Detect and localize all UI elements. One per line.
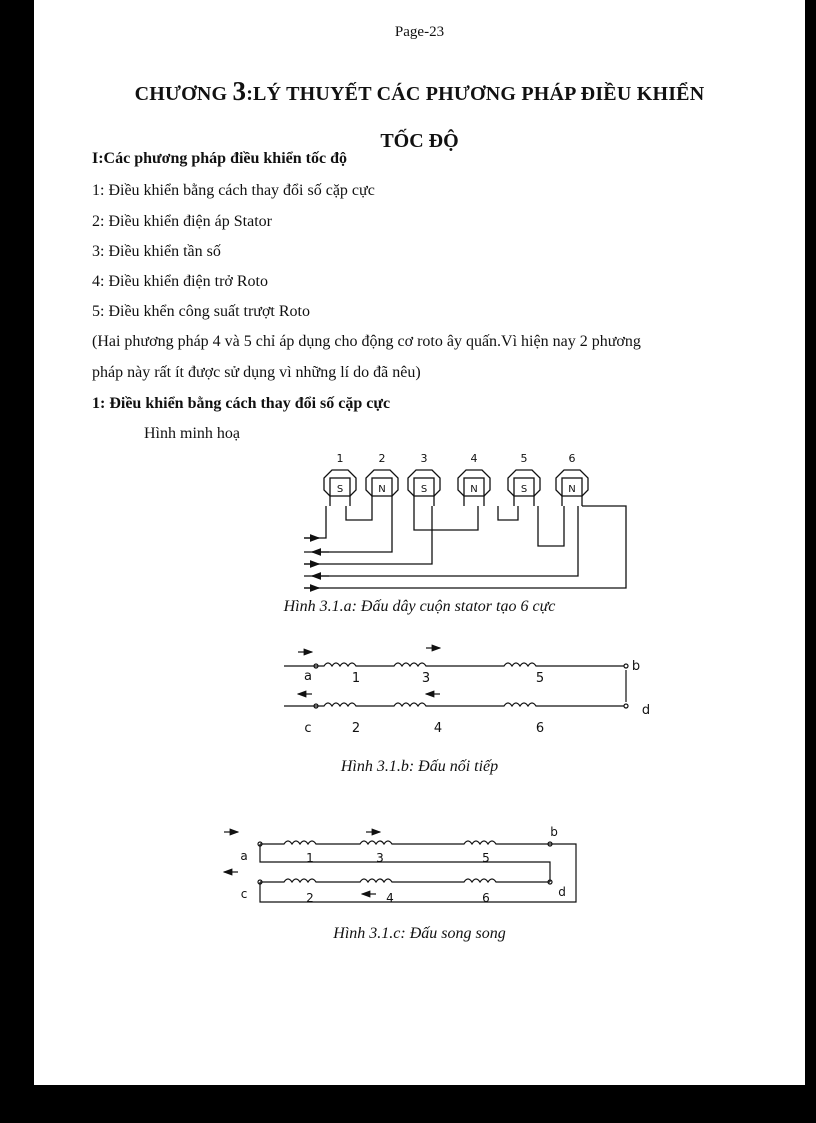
figure-c-caption: Hình 3.1.c: Đấu song song bbox=[333, 925, 506, 942]
pole-letter: S bbox=[336, 484, 344, 495]
figure-a-diagram bbox=[264, 450, 624, 590]
note-line: (Hai phương pháp 4 và 5 chỉ áp dụng cho động cơ roto ây quấn.Vì hiện nay 2 phương bbox=[92, 333, 641, 350]
pole-letter: N bbox=[568, 484, 576, 495]
coil-number: 1 bbox=[351, 671, 361, 686]
figure-b-diagram bbox=[264, 640, 651, 740]
chapter-number: 3 bbox=[232, 76, 247, 106]
terminal-label: a bbox=[240, 849, 248, 863]
figure-b-caption: Hình 3.1.b: Đấu nối tiếp bbox=[340, 758, 499, 775]
coil-number: 6 bbox=[482, 891, 490, 905]
pole-number: 1 bbox=[336, 452, 344, 465]
coil-number: 5 bbox=[535, 671, 545, 686]
pole-letter: S bbox=[520, 484, 528, 495]
terminal-label: b bbox=[550, 825, 558, 839]
pole-number: 2 bbox=[378, 452, 386, 465]
page-number: Page-23 bbox=[394, 24, 445, 40]
terminal-label: c bbox=[304, 721, 312, 736]
terminal-label: a bbox=[304, 669, 312, 684]
pole-number: 4 bbox=[470, 452, 478, 465]
method-item: 4: Điều khiển điện trở Roto bbox=[92, 273, 268, 290]
terminal-label: b bbox=[631, 659, 641, 674]
coil-number: 5 bbox=[482, 851, 490, 865]
document-page bbox=[34, 0, 805, 1085]
method-item: 1: Điều khiển bằng cách thay đổi số cặp cực bbox=[92, 182, 375, 199]
method-item: 3: Điều khiển tần số bbox=[92, 243, 221, 260]
chapter-title-text: :LÝ THUYẾT CÁC PHƯƠNG PHÁP ĐIỀU KHIỂN bbox=[246, 83, 705, 105]
method-item: 5: Điều khển công suất trượt Roto bbox=[92, 303, 310, 320]
coil-number: 6 bbox=[535, 721, 545, 736]
section-heading: I:Các phương pháp điều khiển tốc độ bbox=[92, 150, 347, 167]
figure-c-diagram bbox=[214, 822, 604, 912]
coil-number: 3 bbox=[376, 851, 384, 865]
chapter-prefix: CHƯƠNG bbox=[134, 83, 233, 105]
subsection-heading: 1: Điều khiển bằng cách thay đổi số cặp cực bbox=[92, 395, 391, 412]
method-item: 2: Điều khiển điện áp Stator bbox=[92, 213, 272, 230]
pole-number: 3 bbox=[420, 452, 428, 465]
coil-number: 1 bbox=[306, 851, 314, 865]
terminal-label: c bbox=[240, 887, 248, 901]
note-line: pháp này rất ít được sử dụng vì những lí do đã nêu) bbox=[92, 364, 421, 381]
chapter-title bbox=[34, 76, 805, 107]
figure-a-caption: Hình 3.1.a: Đấu dây cuộn stator tạo 6 cực bbox=[283, 598, 556, 615]
coil-number: 2 bbox=[306, 891, 314, 905]
coil-number: 2 bbox=[351, 721, 361, 736]
terminal-label: d bbox=[641, 703, 651, 718]
pole-number: 6 bbox=[568, 452, 576, 465]
pole-number: 5 bbox=[520, 452, 528, 465]
coil-number: 3 bbox=[421, 671, 431, 686]
terminal-label: d bbox=[558, 885, 566, 899]
pole-letter: N bbox=[378, 484, 386, 495]
pole-letter: S bbox=[420, 484, 428, 495]
pole-letter: N bbox=[470, 484, 478, 495]
chapter-title-line2: TỐC ĐỘ bbox=[380, 130, 459, 152]
illustration-label: Hình minh hoạ bbox=[144, 425, 240, 442]
coil-number: 4 bbox=[433, 721, 443, 736]
coil-number: 4 bbox=[386, 891, 394, 905]
